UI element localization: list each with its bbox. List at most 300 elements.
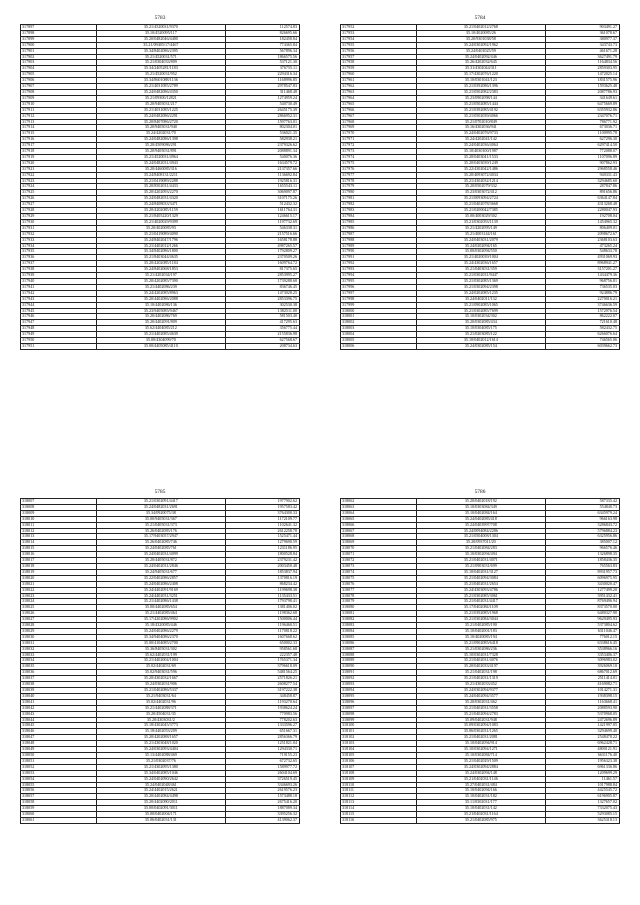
cadastral-code-cell: 35.24/8408033/3471 <box>96 202 225 208</box>
amount-cell: 1199698.38 <box>226 587 300 593</box>
cadastral-code-cell: 35.21/0302037/76 <box>96 758 225 764</box>
record-id-cell: 318087 <box>341 646 417 652</box>
amount-cell: 581503.40 <box>226 314 300 320</box>
amount-cell: 6325956.86 <box>546 534 620 540</box>
cadastral-code-cell: 35.24/4402091/9169 <box>96 587 225 593</box>
record-id-cell: 317962 <box>341 84 417 90</box>
amount-cell: 1956323.38 <box>546 758 620 764</box>
amount-cell: 3951432.41 <box>546 593 620 599</box>
amount-cell: 1589977.72 <box>226 764 300 770</box>
amount-cell: 1454965.32 <box>546 219 620 225</box>
record-id-cell: 318076 <box>341 581 417 587</box>
cadastral-code-cell: 35.21/0302053/1139 <box>416 219 545 225</box>
cadastral-code-cell: 35.21/4020029/9399 <box>96 219 225 225</box>
cadastral-code-cell: 35.21/0502039/4066 <box>416 113 545 119</box>
record-id-cell: 317939 <box>21 273 97 279</box>
cadastral-code-cell: 35.34/8402086/2395 <box>96 48 225 54</box>
amount-cell: 1381406.02 <box>226 605 300 611</box>
record-id-cell: 318011 <box>21 522 97 528</box>
cadastral-code-cell: 35.24/0402031/4099 <box>96 552 225 558</box>
cadastral-code-cell: 35.22/0402086/2857 <box>96 575 225 581</box>
cadastral-code-cell: 35.20/0937011/20 <box>416 540 545 546</box>
record-id-cell: 318054 <box>21 776 97 782</box>
amount-cell: 1421997.05 <box>546 723 620 729</box>
amount-cell: 2612258.78 <box>226 528 300 534</box>
amount-cell: 5481564.25 <box>226 670 300 676</box>
amount-cell: 746565.06 <box>546 338 620 344</box>
record-id-cell: 317978 <box>341 178 417 184</box>
record-id-cell: 317946 <box>21 314 97 320</box>
amount-cell: 2853995.27 <box>226 273 300 279</box>
amount-cell: 3294685.60 <box>546 178 620 184</box>
record-id-cell: 318092 <box>341 676 417 682</box>
amount-cell: 4139062.37 <box>226 817 300 823</box>
record-id-cell: 318040 <box>21 693 97 699</box>
amount-cell: 862222.07 <box>546 314 620 320</box>
record-id-cell: 317899 <box>21 36 97 42</box>
cadastral-code-cell: 35.24/0401025/59 <box>416 48 545 54</box>
record-id-cell: 318074 <box>341 569 417 575</box>
record-id-cell: 318101 <box>341 729 417 735</box>
record-id-cell: 318015 <box>21 546 97 552</box>
record-id-cell: 318007 <box>21 499 97 505</box>
amount-cell: 8968941.27 <box>546 261 620 267</box>
amount-cell: 540076.36 <box>226 154 300 160</box>
amount-cell: 2548470.22 <box>546 735 620 741</box>
record-id-cell: 318086 <box>341 640 417 646</box>
cadastral-code-cell: 35.06/0402031/131 <box>96 817 225 823</box>
record-id-cell: 318004 <box>341 332 417 338</box>
amount-cell: 1102641.32 <box>226 522 300 528</box>
record-id-cell: 317941 <box>21 284 97 290</box>
amount-cell: 361078.67 <box>546 30 620 36</box>
record-id-cell: 317985 <box>341 219 417 225</box>
amount-cell: 6867012.69 <box>546 670 620 676</box>
cadastral-code-cell: 35.21/0402085/190 <box>416 623 545 629</box>
cadastral-code-cell: 35.24/0482086/4350 <box>96 89 225 95</box>
amount-cell: 2571826.21 <box>226 676 300 682</box>
record-id-cell: 318033 <box>21 652 97 658</box>
cadastral-code-cell: 35.20/4202088/1657 <box>96 735 225 741</box>
amount-cell: 548633.78 <box>546 249 620 255</box>
record-id-cell: 317999 <box>341 302 417 308</box>
record-id-cell: 317982 <box>341 202 417 208</box>
amount-cell: 2379231.42 <box>226 558 300 564</box>
amount-cell: 6096975.95 <box>546 575 620 581</box>
record-id-cell: 318108 <box>341 770 417 776</box>
cadastral-code-cell: 35.21/4402086/239 <box>96 284 225 290</box>
record-id-cell: 318102 <box>341 735 417 741</box>
amount-cell: 302530.38 <box>226 302 300 308</box>
record-id-cell: 318045 <box>21 723 97 729</box>
amount-cell: 182458.84 <box>226 36 300 42</box>
cadastral-code-cell: 35.21/09300/12821 <box>96 95 225 101</box>
amount-cell: 1197732.69 <box>226 219 300 225</box>
record-id-cell: 317988 <box>341 237 417 243</box>
cadastral-code-cell: 35.21/0402029/1509 <box>416 758 545 764</box>
cadastral-code-cell: 35.20/4402091/809 <box>96 320 225 326</box>
amount-cell: 736535.03 <box>546 284 620 290</box>
amount-cell: 1014271.31 <box>546 688 620 694</box>
cadastral-code-cell: 35.21/4402085/4639 <box>96 332 225 338</box>
record-id-cell: 317987 <box>341 231 417 237</box>
cadastral-code-cell: 35.24/0094084/2286 <box>416 528 545 534</box>
amount-cell: 6475669.89 <box>546 101 620 107</box>
record-id-cell: 317953 <box>341 30 417 36</box>
amount-cell: 3157201.27 <box>546 267 620 273</box>
record-id-cell: 318002 <box>341 320 417 326</box>
amount-cell: 5373804.62 <box>546 623 620 629</box>
amount-cell: 4931069.93 <box>546 255 620 261</box>
record-id-cell: 318073 <box>341 563 417 569</box>
record-id-cell: 317975 <box>341 160 417 166</box>
cadastral-code-cell: 35.20/0402018/192 <box>416 499 545 505</box>
record-id-cell: 317910 <box>21 101 97 107</box>
record-id-cell: 317901 <box>21 48 97 54</box>
record-id-cell: 317927 <box>21 202 97 208</box>
cadastral-code-cell: 35.00/4104085/2700 <box>96 640 225 646</box>
record-id-cell: 318113 <box>341 800 417 806</box>
amount-cell: 3764300.33 <box>226 510 300 516</box>
record-id-cell: 317932 <box>21 231 97 237</box>
amount-cell: 2856366.79 <box>226 735 300 741</box>
cadastral-code-cell: 35.20/9301038/58 <box>416 36 545 42</box>
record-id-cell: 318027 <box>21 617 97 623</box>
amount-cell: 11461.57 <box>546 776 620 782</box>
document-page-5784 <box>340 15 620 350</box>
record-id-cell: 317940 <box>21 278 97 284</box>
amount-cell: 673036.71 <box>546 125 620 131</box>
record-id-cell: 317981 <box>341 196 417 202</box>
cadastral-code-cell: 35.20/0482046/4400 <box>96 36 225 42</box>
amount-cell: 1792809.27 <box>226 249 300 255</box>
cadastral-code-cell: 35.24/0302094/9377 <box>416 688 545 694</box>
cadastral-code-cell: 35.21/0419089/2288 <box>96 178 225 184</box>
amount-cell: 3096983.02 <box>546 658 620 664</box>
cadastral-code-cell: 35.34/8402086/1800 <box>96 249 225 255</box>
record-id-cell: 318013 <box>21 534 97 540</box>
cadastral-code-cell: 35.21/0402031/4071 <box>416 558 545 564</box>
cadastral-code-cell: 35.20/8407086/2720 <box>96 119 225 125</box>
amount-cell: 3430020.47 <box>546 581 620 587</box>
record-id-cell: 318106 <box>341 758 417 764</box>
amount-cell: 2088593.90 <box>546 705 620 711</box>
amount-cell: 1100995.78 <box>546 131 620 137</box>
amount-cell: 2604104.69 <box>226 770 300 776</box>
cadastral-code-cell: 35.24/4303093/4786 <box>416 587 545 593</box>
amount-cell: 3746636.59 <box>546 302 620 308</box>
cadastral-code-cell: 35.21/4302033/452 <box>416 682 545 688</box>
cadastral-code-cell: 35.21/4031085/1225 <box>96 107 225 113</box>
cadastral-code-cell: 35.21/4202095/149 <box>416 225 545 231</box>
cadastral-code-cell: 35.10/0402031/3127 <box>416 569 545 575</box>
amount-cell: 2088891.34 <box>226 149 300 155</box>
cadastral-code-cell: 35.24/0402085/761 <box>96 546 225 552</box>
cadastral-code-cell: 35.24/0402048/461 <box>96 782 225 788</box>
amount-cell: 2645175.39 <box>226 107 300 113</box>
cadastral-code-cell: 35.10/0304085/175 <box>416 326 545 332</box>
record-id-cell: 317960 <box>341 72 417 78</box>
record-id-cell: 318016 <box>21 552 97 558</box>
record-id-cell: 318094 <box>341 688 417 694</box>
cadastral-code-cell: 35.24/0402092/446 <box>416 54 545 60</box>
cadastral-code-cell: 35.21/0302031/9447 <box>416 273 545 279</box>
record-id-cell: 317915 <box>21 131 97 137</box>
amount-cell: 6311046.47 <box>546 628 620 634</box>
cadastral-code-cell: 35.10/0402031/182 <box>416 794 545 800</box>
record-id-cell: 318049 <box>21 747 97 753</box>
cadastral-code-cell: 35.00/4405085/4110 <box>96 343 225 349</box>
amount-cell: 1887089.34 <box>226 806 300 812</box>
record-id-cell: 318051 <box>21 758 97 764</box>
record-id-cell: 317950 <box>21 338 97 344</box>
record-id-cell: 318024 <box>21 599 97 605</box>
cadastral-code-cell: 35.10/0301041/123 <box>416 78 545 84</box>
record-id-cell: 317902 <box>21 54 97 60</box>
cadastral-code-cell: 35.21/8405220/1329 <box>96 214 225 220</box>
cadastral-code-cell: 35.26/0402085/176 <box>96 528 225 534</box>
cadastral-code-cell: 35.21/0402031/2081 <box>416 735 545 741</box>
amount-cell: 356775.44 <box>226 326 300 332</box>
amount-cell: 778202.63 <box>226 717 300 723</box>
cadastral-code-cell: 35.21/9403031/64 <box>96 693 225 699</box>
amount-cell: 537121.30 <box>226 60 300 66</box>
record-id-cell: 318100 <box>341 723 417 729</box>
cadastral-code-cell: 35.10/0302094/1271 <box>416 747 545 753</box>
cadastral-code-cell: 35.21/4402088/371 <box>96 705 225 711</box>
record-id-cell: 317933 <box>21 237 97 243</box>
cadastral-code-cell: 35.21/0402085/975 <box>416 817 545 823</box>
record-id-cell: 318088 <box>341 652 417 658</box>
cadastral-code-cell: 35.24/0482086/2291 <box>96 113 225 119</box>
record-id-cell: 318105 <box>341 752 417 758</box>
page-number: 5784 <box>474 15 486 21</box>
cadastral-code-cell: 35.21/4402012/1266 <box>96 243 225 249</box>
amount-cell: 3294699.40 <box>546 729 620 735</box>
amount-cell: 222357.48 <box>226 652 300 658</box>
amount-cell: 1597763.01 <box>226 119 300 125</box>
record-id-cell: 317925 <box>21 190 97 196</box>
record-id-cell: 318039 <box>21 688 97 694</box>
amount-cell: 2511414.01 <box>546 676 620 682</box>
amount-cell: 2978547.83 <box>226 84 300 90</box>
record-id-cell: 318023 <box>21 593 97 599</box>
cadastral-code-cell: 35.10/0402031/142 <box>416 806 545 812</box>
record-id-cell: 318041 <box>21 699 97 705</box>
amount-cell: 6364147.84 <box>546 196 620 202</box>
amount-cell: 1938398.15 <box>546 693 620 699</box>
document-page-5786 <box>340 489 620 824</box>
amount-cell: 776012.15 <box>546 634 620 640</box>
record-id-cell: 318006 <box>341 343 417 349</box>
record-id-cell: 317972 <box>341 143 417 149</box>
record-id-cell: 317937 <box>21 261 97 267</box>
record-id-cell: 317959 <box>341 66 417 72</box>
record-id-cell: 318031 <box>21 640 97 646</box>
record-id-cell: 318046 <box>21 729 97 735</box>
amount-cell: 1370816.19 <box>226 575 300 581</box>
amount-cell: 9629495.93 <box>546 617 620 623</box>
cadastral-code-cell: 35.21/0502085/1444 <box>416 101 545 107</box>
amount-cell: 287847.86 <box>546 184 620 190</box>
amount-cell: 1655543.11 <box>226 184 300 190</box>
cadastral-code-cell: 35.10/4520095/117 <box>96 30 225 36</box>
cadastral-code-cell: 35.10/0402012/1614 <box>416 338 545 344</box>
cadastral-code-cell: 35.34/0920075/38 <box>96 510 225 516</box>
cadastral-code-cell: 35.10/0302034/302 <box>416 314 545 320</box>
cadastral-code-cell: 35.10/0303084/349 <box>416 504 545 510</box>
cadastral-code-cell: 35.24/8402068/1853 <box>96 267 225 273</box>
cadastral-code-cell: 35.21/0402031/4076 <box>416 658 545 664</box>
amount-cell: 546338.31 <box>226 225 300 231</box>
record-id-cell: 318078 <box>341 593 417 599</box>
amount-cell: 2280047.93 <box>546 208 620 214</box>
record-id-cell: 317958 <box>341 60 417 66</box>
amount-cell: 1246615.17 <box>226 214 300 220</box>
amount-cell: 6039662.73 <box>546 343 620 349</box>
amount-cell: 4313268.48 <box>546 202 620 208</box>
cadastral-code-cell: 35.00/4003029/302 <box>416 214 545 220</box>
table-row <box>21 817 300 823</box>
amount-cell: 1938624.24 <box>226 705 300 711</box>
amount-cell: 3107175.26 <box>226 196 300 202</box>
cadastral-code-cell: 35.24/0302093/4404 <box>96 747 225 753</box>
cadastral-code-cell: 35.10/0402094/914 <box>416 741 545 747</box>
record-id-cell: 318058 <box>21 800 97 806</box>
cadastral-code-cell: 35.10/0402001/183 <box>416 628 545 634</box>
record-id-cell: 317929 <box>21 214 97 220</box>
record-id-cell: 318097 <box>341 705 417 711</box>
amount-cell: 1277499.20 <box>546 587 620 593</box>
amount-cell: 512432.32 <box>226 202 300 208</box>
cadastral-code-cell: 35.11/0302031/177 <box>416 800 545 806</box>
amount-cell: 627568.67 <box>226 338 300 344</box>
record-id-cell: 318025 <box>21 605 97 611</box>
cadastral-code-cell: 35.62/4404085/212 <box>96 326 225 332</box>
record-id-cell: 317921 <box>21 166 97 172</box>
cadastral-code-cell: 35.21/4402004/1004 <box>96 658 225 664</box>
cadastral-code-cell: 35.24/0402090/2642 <box>96 776 225 782</box>
record-id-cell: 318047 <box>21 735 97 741</box>
amount-cell: 567896.34 <box>226 48 300 54</box>
cadastral-code-cell: 35.21/4302032/1214 <box>416 178 545 184</box>
amount-cell: 1170818.22 <box>226 628 300 634</box>
amount-cell: 6297414.50 <box>546 143 620 149</box>
table-row <box>341 817 620 823</box>
cadastral-code-cell: 35.24/0302092/1962 <box>416 42 545 48</box>
record-id-cell: 317938 <box>21 267 97 273</box>
amount-cell: 1765371.34 <box>226 658 300 664</box>
record-id-cell: 318080 <box>341 605 417 611</box>
cadastral-code-cell: 35.20/9405031/891 <box>96 149 225 155</box>
record-id-cell: 317998 <box>341 296 417 302</box>
cadastral-code-cell: 35.24/4402015/2621 <box>96 788 225 794</box>
cadastral-code-cell: 35.20/4402086/769 <box>96 314 225 320</box>
record-id-cell: 317984 <box>341 214 417 220</box>
amount-cell: 2379326.62 <box>226 143 300 149</box>
cadastral-code-cell: 35.24/8408131/2211 <box>96 172 225 178</box>
record-id-cell: 318064 <box>341 510 417 516</box>
record-id-cell: 317971 <box>341 137 417 143</box>
cadastral-code-cell: 35.24/0402086/2408 <box>96 581 225 587</box>
amount-cell: 473265.24 <box>546 243 620 249</box>
amount-cell: 772088.07 <box>546 149 620 155</box>
cadastral-code-cell: 35.36/8405031/302 <box>96 646 225 652</box>
record-id-cell: 318089 <box>341 658 417 664</box>
record-id-cell: 318090 <box>341 664 417 670</box>
amount-cell: 417295.63 <box>226 320 300 326</box>
record-id-cell: 317983 <box>341 208 417 214</box>
cadastral-code-cell: 35.10/4020085/26 <box>416 30 545 36</box>
amount-cell: 650002.33 <box>226 640 300 646</box>
cadastral-code-cell: 35.21/4520031/571 <box>96 54 225 60</box>
cadastral-code-cell: 35.24/0482031/4320 <box>96 196 225 202</box>
record-id-cell: 317948 <box>21 326 97 332</box>
amount-cell: 1279690.59 <box>226 540 300 546</box>
amount-cell: 2675416.20 <box>226 800 300 806</box>
record-id-cell: 318022 <box>21 587 97 593</box>
cadastral-code-cell: 35.21/0402031/1146 <box>416 776 545 782</box>
amount-cell: 2968558.46 <box>546 166 620 172</box>
record-id-cell: 318021 <box>21 581 97 587</box>
amount-cell: 802304.01 <box>226 125 300 131</box>
record-id-cell: 317935 <box>21 249 97 255</box>
amount-cell: 719155.23 <box>226 752 300 758</box>
cadastral-code-cell: 35.34/0402085/1046 <box>96 770 225 776</box>
amount-cell: 1831575.96 <box>546 78 620 84</box>
record-id-cell: 318083 <box>341 623 417 629</box>
record-id-cell: 318060 <box>21 812 97 818</box>
cadastral-code-cell: 35.06/0302031/1265 <box>416 729 545 735</box>
cadastral-code-cell: 35.34/8601088/1136 <box>96 78 225 84</box>
cadastral-code-cell: 35.26/4202032/645 <box>416 60 545 66</box>
record-id-cell: 317900 <box>21 42 97 48</box>
amount-cell: 2866952.31 <box>226 113 300 119</box>
record-id-cell: 317979 <box>341 184 417 190</box>
amount-cell: 4800121.91 <box>546 747 620 753</box>
amount-cell: 4425545.72 <box>546 788 620 794</box>
cadastral-code-cell: 35.21/0402031/1164 <box>416 812 545 818</box>
amount-cell: 2472696.89 <box>546 717 620 723</box>
amount-cell: 1525471.44 <box>226 534 300 540</box>
amount-cell: 1333596.27 <box>226 723 300 729</box>
amount-cell: 968756.81 <box>546 278 620 284</box>
record-id-cell: 318109 <box>341 776 417 782</box>
cadastral-code-cell: 35.20/0502079/332 <box>416 184 545 190</box>
cadastral-code-cell: 35.24/4202031/70 <box>96 131 225 137</box>
record-id-cell: 318059 <box>21 806 97 812</box>
amount-cell: 966576.46 <box>546 546 620 552</box>
amount-cell: 3197222.38 <box>226 688 300 694</box>
record-id-cell: 317912 <box>21 113 97 119</box>
cadastral-code-cell: 35.23/0303072/412 <box>416 190 545 196</box>
page-number: 5785 <box>154 489 166 495</box>
record-id-cell: 318036 <box>21 670 97 676</box>
record-id-cell: 318103 <box>341 741 417 747</box>
amount-cell: 348458.87 <box>226 693 300 699</box>
cadastral-code-cell: 35.21/0302091/4417 <box>96 499 225 505</box>
page-number: 5783 <box>154 15 166 21</box>
cadastral-code-cell: 35.10/0302094/494 <box>416 552 545 558</box>
record-id-cell: 318099 <box>341 717 417 723</box>
record-id-cell: 318055 <box>21 782 97 788</box>
cadastral-code-cell: 35.24/4302036/1657 <box>416 261 545 267</box>
amount-cell: 3395256.32 <box>226 812 300 818</box>
amount-cell: 721610.48 <box>546 320 620 326</box>
record-id-cell: 318070 <box>341 546 417 552</box>
cadastral-code-cell: 35.20/4504031/35 <box>96 711 225 717</box>
record-id-cell: 317980 <box>341 190 417 196</box>
